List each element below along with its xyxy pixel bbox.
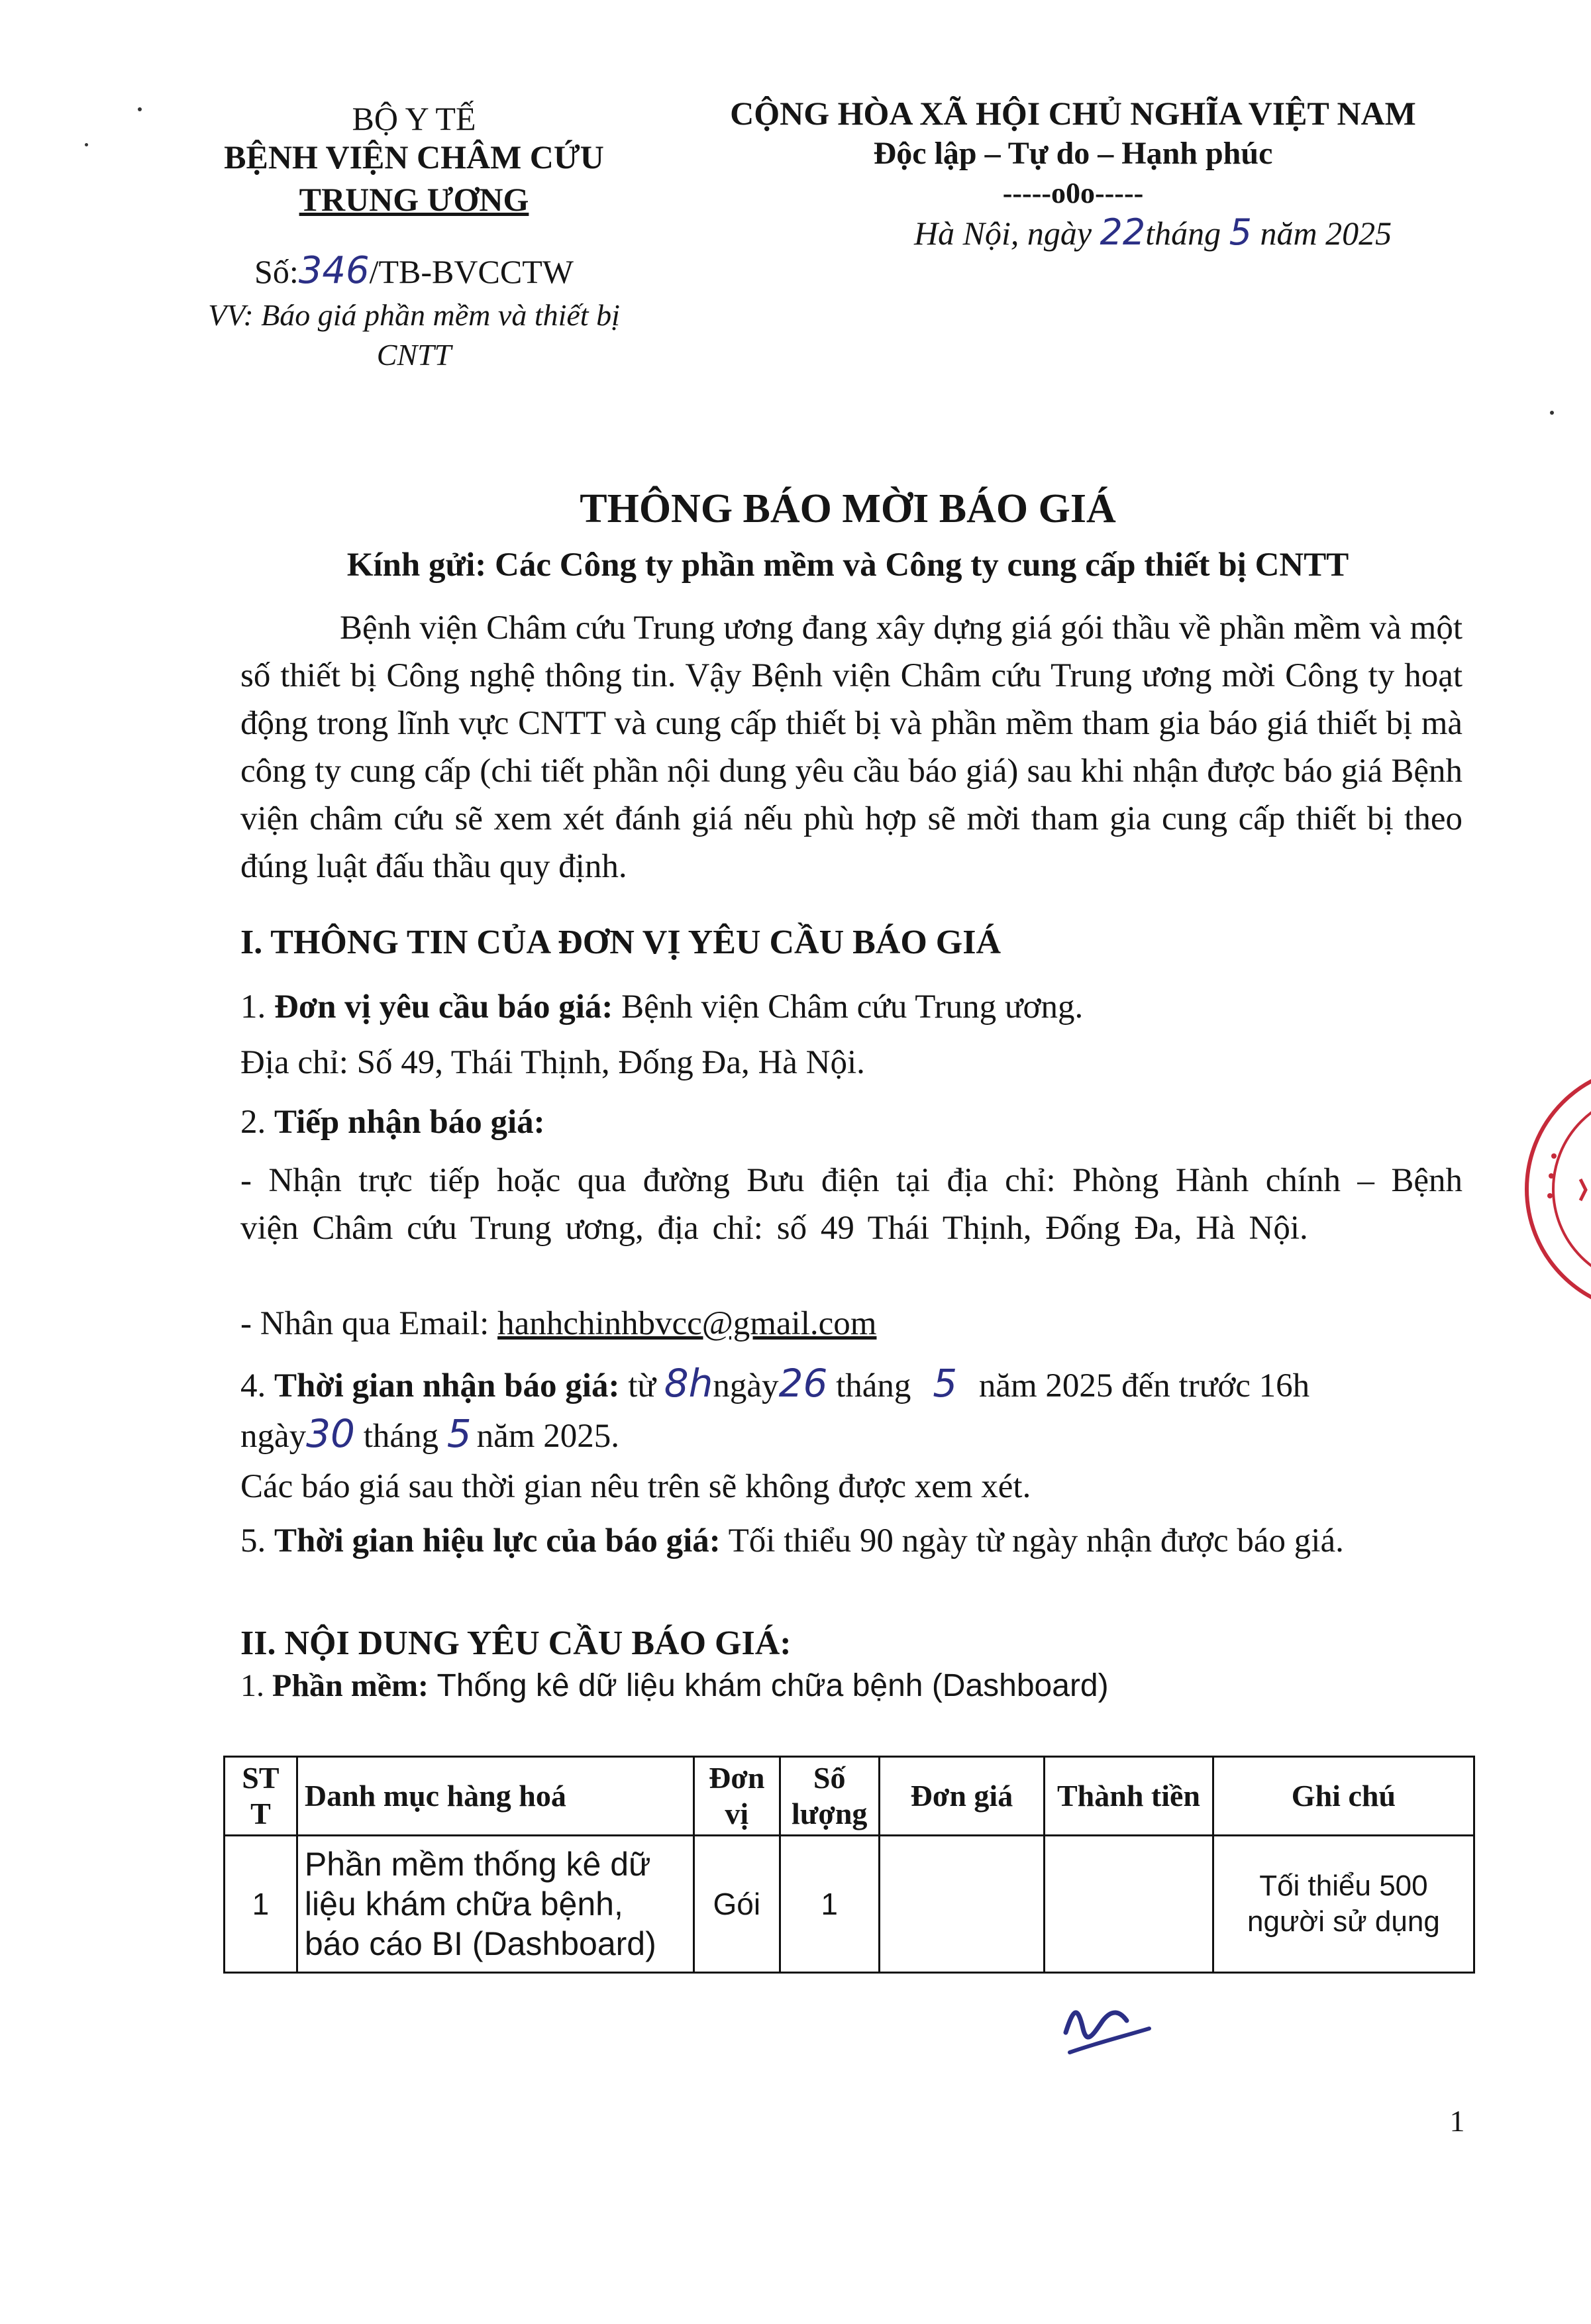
handwritten-month-from: 5	[933, 1361, 958, 1406]
hospital-name-line1: BỆNH VIỆN CHÂM CỨU	[224, 138, 604, 176]
table-cell-item-name: Phần mềm thống kê dữ liệu khám chữa bệnh, báo cáo BI (Dashboard)	[297, 1836, 693, 1973]
email-prefix: - Nhân qua Email:	[240, 1305, 498, 1342]
item4-month-word: tháng	[827, 1367, 920, 1404]
subject-line1: VV: Báo giá phần mềm và thiết bị	[208, 298, 620, 332]
intro-paragraph: Bệnh viện Châm cứu Trung ương đang xây dựng giá gói thầu về phần mềm và một số thiết bị Công nghệ thông tin. Vậy Bệnh viện Châm cứu Trung ương mời Công ty hoạt động trong lĩnh vực CNTT và cung cấp thiết bị và phần mềm tham gia báo giá thiết bị mà công ty cung cấp (chi tiết phần nội dung yêu cầu báo giá) sau khi nhận được báo giá Bệnh viện châm cứu sẽ xem xét đánh giá nếu phù hợp sẽ mời tham gia cung cấp thiết bị theo đúng luật đấu thầu quy định.	[240, 609, 1463, 885]
date-day-handwritten: 22	[1100, 211, 1146, 253]
item4-label: Thời gian nhận báo giá:	[274, 1367, 620, 1404]
column-header: Số lượng	[780, 1757, 879, 1836]
section1-heading: I. THÔNG TIN CỦA ĐƠN VỊ YÊU CẦU BÁO GIÁ	[240, 924, 1001, 961]
official-stamp-partial	[1517, 1060, 1591, 1318]
column-header: Ghi chú	[1213, 1757, 1474, 1836]
scan-speck	[138, 107, 142, 111]
national-heading	[682, 93, 1464, 213]
table-cell-note: Tối thiểu 500 người sử dụng	[1213, 1836, 1474, 1973]
section1-item4	[240, 1359, 1472, 1460]
handwritten-hour: 8h	[664, 1361, 713, 1406]
page-number: 1	[1449, 2104, 1465, 2138]
document-title: THÔNG BÁO MỜI BÁO GIÁ	[580, 486, 1116, 531]
table-row	[225, 1836, 1474, 1973]
date-prefix: Hà Nội, ngày	[914, 215, 1100, 252]
document-subject	[199, 295, 629, 375]
table-cell-total	[1045, 1836, 1213, 1973]
item4-rest2: năm 2025.	[476, 1418, 619, 1455]
handwritten-day-from: 26	[778, 1361, 828, 1406]
date-month-word: tháng	[1145, 215, 1229, 252]
item4-day2-word: ngày	[240, 1418, 307, 1455]
column-header: Thành tiền	[1045, 1757, 1213, 1836]
place-date	[914, 209, 1510, 256]
item5-value: Tối thiểu 90 ngày từ ngày nhận được báo giá.	[720, 1522, 1344, 1559]
section1-item5	[240, 1517, 1463, 1565]
subject-line2: CNTT	[376, 338, 452, 372]
item2-label: Tiếp nhận báo giá:	[274, 1104, 545, 1141]
issuer-block	[199, 99, 629, 223]
item4-number: 4.	[240, 1367, 274, 1404]
item1-number: 1.	[240, 988, 274, 1026]
item2-number: 2.	[240, 1104, 274, 1141]
table-cell-stt: 1	[225, 1836, 297, 1973]
late-submission-note: Các báo giá sau thời gian nêu trên sẽ không được xem xét.	[240, 1468, 1031, 1505]
scan-speck	[85, 143, 88, 146]
column-header: ST T	[225, 1757, 297, 1836]
column-header: Danh mục hàng hoá	[297, 1757, 693, 1836]
quotation-table	[223, 1756, 1475, 1974]
item5-label: Thời gian hiệu lực của báo giá:	[274, 1522, 721, 1559]
national-motto: Độc lập – Tự do – Hạnh phúc	[873, 136, 1273, 171]
section1-item1	[240, 983, 1472, 1031]
table-cell-unit: Gói	[693, 1836, 780, 1973]
item4-from: từ	[619, 1367, 664, 1404]
table-header-row	[225, 1757, 1474, 1836]
initials-signature	[1056, 1994, 1156, 2060]
item4-month2-word: tháng	[354, 1418, 447, 1455]
email-link[interactable]: hanhchinhbvcc@gmail.com	[497, 1305, 877, 1342]
republic-name: CỘNG HÒA XÃ HỘI CHỦ NGHĨA VIỆT NAM	[730, 95, 1416, 132]
sub1-value: Thống kê dữ liệu khám chữa bệnh (Dashboard)	[428, 1668, 1109, 1703]
handwritten-month-to: 5	[446, 1411, 472, 1456]
item1-label: Đơn vị yêu cầu báo giá:	[274, 988, 613, 1026]
section2-heading: II. NỘI DUNG YÊU CẦU BÁO GIÁ:	[240, 1624, 792, 1662]
doc-number-handwritten: 346	[298, 249, 370, 292]
doc-number-suffix: /TB-BVCCTW	[369, 253, 574, 290]
handwritten-day-to: 30	[306, 1411, 355, 1456]
column-header: Đơn vị	[693, 1757, 780, 1836]
sub1-label: Phần mềm:	[272, 1668, 429, 1703]
table-cell-unit-price	[879, 1836, 1045, 1973]
receive-email	[240, 1300, 1472, 1347]
item4-day-word: ngày	[713, 1367, 779, 1404]
column-header: Đơn giá	[879, 1757, 1045, 1836]
date-month-handwritten: 5	[1229, 211, 1253, 253]
section2-sub1	[240, 1664, 1472, 1708]
item4-rest1: năm 2025 đến trước 16h	[970, 1367, 1310, 1404]
hospital-name-line2: TRUNG ƯƠNG	[299, 181, 529, 218]
table-cell-quantity: 1	[780, 1836, 879, 1973]
section1-item2	[240, 1098, 1472, 1146]
doc-number-prefix: Số:	[254, 253, 299, 290]
item5-number: 5.	[240, 1522, 274, 1559]
scan-speck	[1550, 411, 1554, 415]
date-year: năm 2025	[1252, 215, 1392, 252]
separator: -----o0o-----	[1002, 177, 1144, 209]
sub1-number: 1.	[240, 1668, 272, 1703]
hospital-address: Địa chỉ: Số 49, Thái Thịnh, Đống Đa, Hà Nội.	[240, 1044, 865, 1081]
item4-line1	[240, 1359, 1472, 1410]
item1-value: Bệnh viện Châm cứu Trung ương.	[613, 988, 1084, 1026]
recipient-line: Kính gửi: Các Công ty phần mềm và Công ty cung cấp thiết bị CNTT	[346, 547, 1349, 584]
document-number	[199, 250, 629, 292]
item4-line2	[240, 1410, 1472, 1460]
ministry-name: BỘ Y TẾ	[352, 100, 476, 137]
receive-direct-text: - Nhận trực tiếp hoặc qua đường Bưu điện tại địa chỉ: Phòng Hành chính – Bệnh viện Châm cứu Trung ương, địa chỉ: số 49 Thái Thịnh, Đống Đa, Hà Nội.	[240, 1162, 1463, 1247]
